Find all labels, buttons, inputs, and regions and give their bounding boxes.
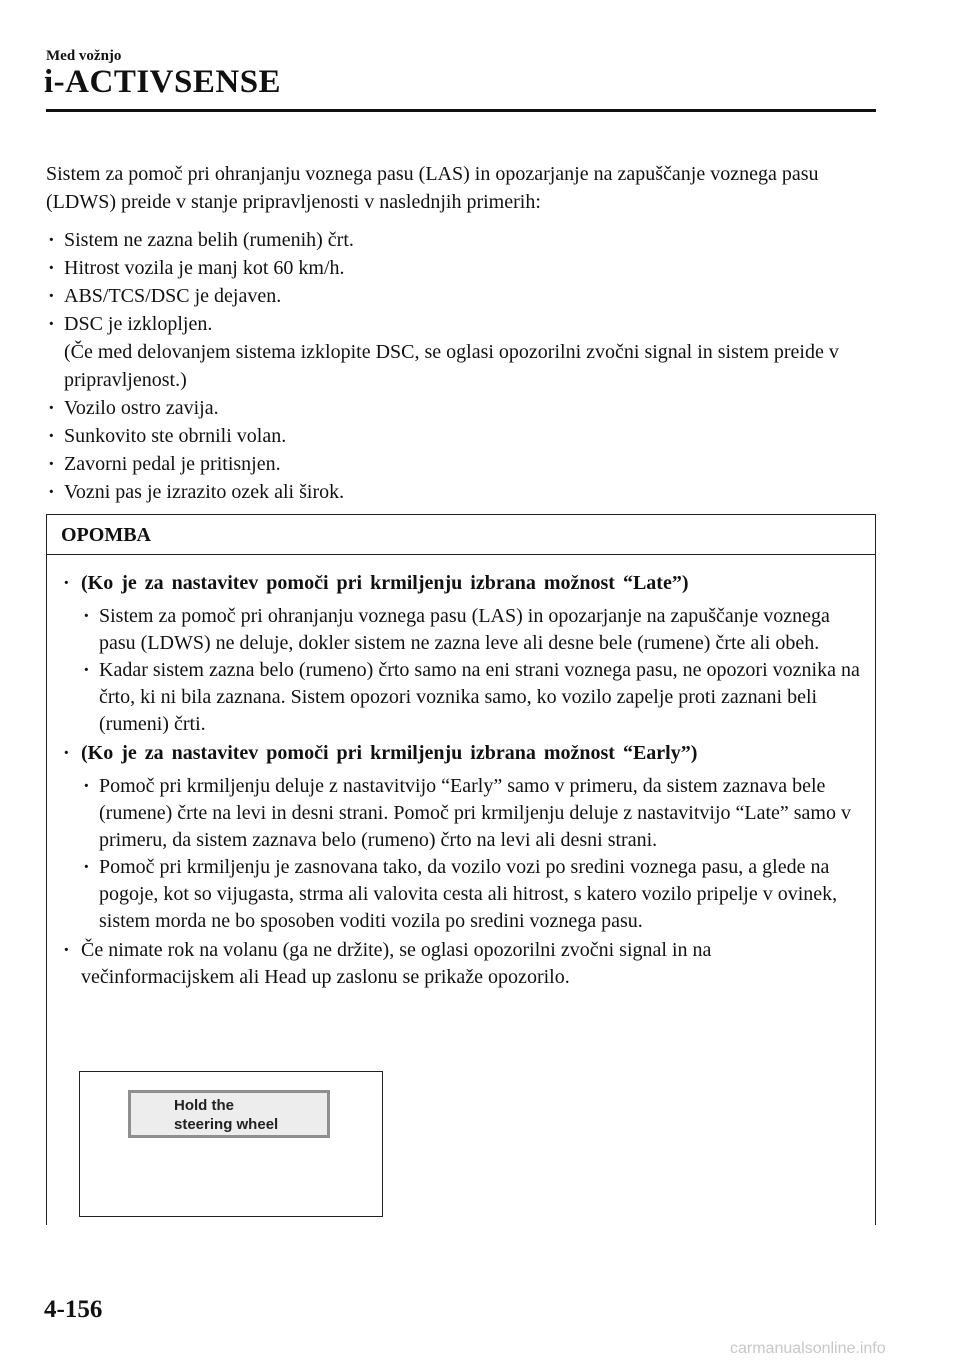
late-setting-list bbox=[81, 603, 861, 738]
list-item: · Hitrost vozila je manj kot 60 km/h. bbox=[46, 254, 876, 282]
page-number: 4-156 bbox=[44, 1296, 103, 1323]
late-setting-title: (Ko je za nastavitev pomoči pri krmiljenju izbrana možnost “Late”) bbox=[81, 572, 689, 594]
message-line: Hold the bbox=[174, 1097, 234, 1114]
late-setting-item bbox=[61, 570, 861, 738]
page-title: i-ACTIVSENSE bbox=[44, 64, 282, 100]
early-setting-item bbox=[61, 740, 861, 935]
list-item: · Kadar sistem zazna belo (rumeno) črto samo na eni strani voznega pasu, ne opozori voznika na črto, ki ni bila zaznana. Sistem opozori voznika samo, ko vozilo zapelje proti zaznani beli (rumeni) črti. bbox=[81, 657, 861, 738]
display-illustration bbox=[79, 1071, 383, 1217]
list-item: · ABS/TCS/DSC je dejaven. bbox=[46, 282, 876, 310]
hold-steering-wheel-message bbox=[128, 1090, 330, 1138]
watermark: carmanualsonline.info bbox=[730, 1340, 886, 1357]
standby-conditions-list bbox=[46, 226, 876, 506]
list-item: · Pomoč pri krmiljenju deluje z nastavitvijo “Early” samo v primeru, da sistem zaznava bele (rumene) črte na levi in desni strani. Pomoč pri krmiljenju deluje z nastavitvijo “Late” samo v primeru, da sistem zaznava belo (rumeno) črto na levi ali desni strani. bbox=[81, 773, 861, 854]
early-setting-list bbox=[81, 773, 861, 935]
title-divider bbox=[46, 109, 876, 112]
list-item: · Vozni pas je izrazito ozek ali širok. bbox=[46, 478, 876, 506]
message-line: steering wheel bbox=[174, 1116, 279, 1133]
list-item: · Vozilo ostro zavija. bbox=[46, 394, 876, 422]
list-item: · DSC je izklopljen. bbox=[46, 310, 876, 338]
hands-off-item: · Če nimate rok na volanu (ga ne držite), se oglasi opozorilni zvočni signal in na večinformacijskem ali Head up zaslonu se prikaže opozorilo. bbox=[61, 937, 861, 991]
list-item: · Sistem ne zazna belih (rumenih) črt. bbox=[46, 226, 876, 254]
list-item: · Sunkovito ste obrnili volan. bbox=[46, 422, 876, 450]
note-list bbox=[61, 570, 861, 991]
note-heading: OPOMBA bbox=[47, 515, 875, 555]
note-box bbox=[46, 514, 876, 1225]
list-item: · Pomoč pri krmiljenju je zasnovana tako, da vozilo vozi po sredini voznega pasu, a glede na pogoje, kot so vijugasta, strma ali valovita cesta ali hitrost, s katero vozilo pripelje v ovinek, sistem morda ne bo sposoben voditi vozila po sredini voznega pasu. bbox=[81, 854, 861, 935]
section-label: Med vožnjo bbox=[46, 48, 122, 64]
list-item-note: (Če med delovanjem sistema izklopite DSC, se oglasi opozorilni zvočni signal in sistem preide v pripravljenost.) bbox=[64, 341, 839, 391]
early-setting-title: (Ko je za nastavitev pomoči pri krmiljenju izbrana možnost “Early”) bbox=[81, 742, 698, 764]
list-item: · Sistem za pomoč pri ohranjanju voznega pasu (LAS) in opozarjanje na zapuščanje voznega pasu (LDWS) ne deluje, dokler sistem ne zazna leve ali desne bele (rumene) črte ali obeh. bbox=[81, 603, 861, 657]
list-item: · Zavorni pedal je pritisnjen. bbox=[46, 450, 876, 478]
intro-paragraph: Sistem za pomoč pri ohranjanju voznega pasu (LAS) in opozarjanje na zapuščanje voznega pasu (LDWS) preide v stanje pripravljenosti v naslednjih primerih: bbox=[46, 163, 819, 213]
